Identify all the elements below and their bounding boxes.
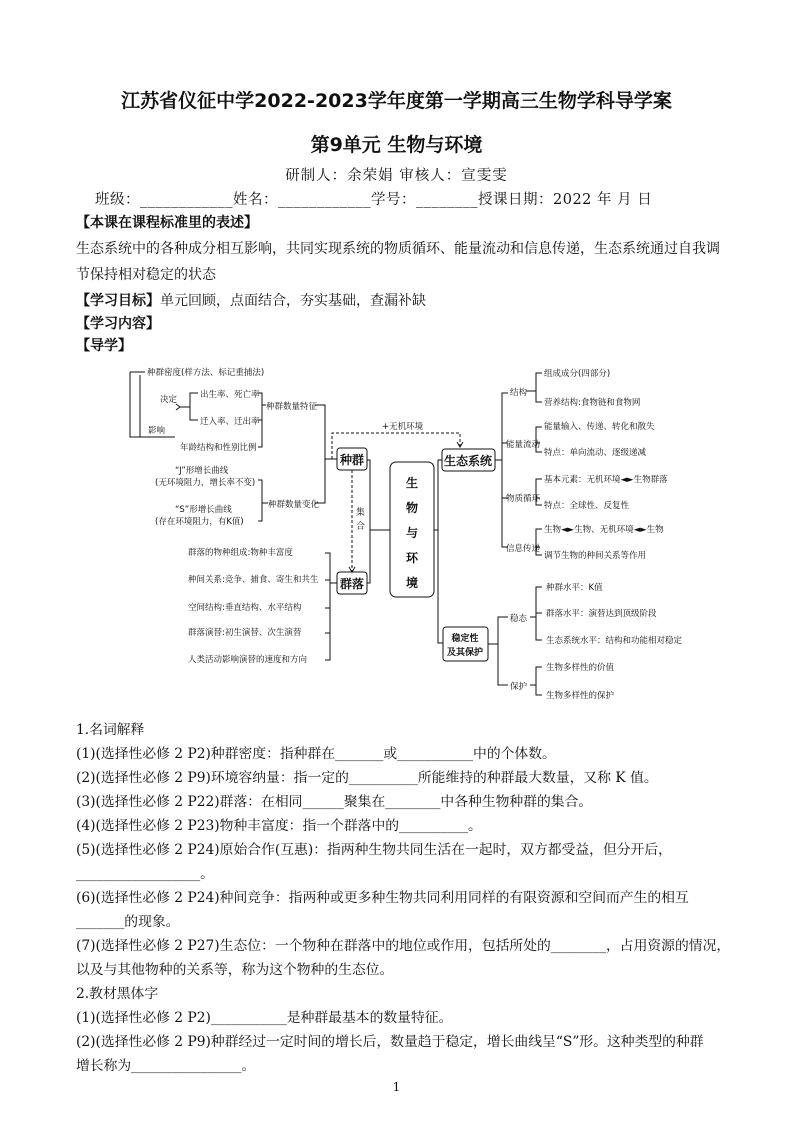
s-curve-label: “S”形增长曲线 [175,505,232,515]
stability-label: 及其保护 [446,648,484,658]
j-curve-note: (无环境阻力，增长率不变) [155,478,256,488]
section1-item: (3)(选择性必修 2 P22)群落：在相同______聚集在________中各种生物种群的集合。 [76,794,593,810]
population-label: 种群 [339,453,365,467]
unit-title: 第9单元 生物与环境 [310,134,483,156]
gather-char: 集 [356,508,366,518]
section2-heading: 2.教材黑体字 [76,986,159,1002]
section1-item: (7)(选择性必修 2 P27)生态位：一个物种在群落中的地位或作用，包括所处的________，占用资源的情况， [76,938,731,954]
pop-density-label: 种群密度(样方法、标记重捕法) [147,368,265,378]
section1-heading: 1.名词解释 [76,722,145,738]
ecosystem-label: 生态系统 [443,454,493,468]
section1-item: (2)(选择性必修 2 P9)环境容纳量：指一定的__________所能维持的种群最大数量，又称 K 值。 [76,770,658,786]
comm-item: 群落的物种组成:物种丰富度 [188,548,293,558]
section2-item: 增长称为________________。 [76,1058,256,1074]
section1-item: 以及与其他物种的关系等，称为这个物种的生态位。 [76,962,394,978]
gather-char: 合 [356,522,366,532]
authors-line: 研制人：余荣娟 审核人：宣雯雯 [285,168,508,184]
energy-item: 能量输入、传递、转化和散失 [544,422,655,432]
comm-item: 群落演替:初生演替、次生演替 [188,628,302,638]
standard-text-1: 生态系统中的各种成分相互影响，共同实现系统的物质循环、能量流动和信息传递，生态系统通过自我调 [76,241,720,257]
section1-item: __________________。 [76,866,214,882]
decide-label: 决定 [160,395,178,405]
comm-item: 人类活动影响演替的速度和方向 [188,655,308,665]
section1-item: (5)(选择性必修 2 P24)原始合作(互惠)：指两种生物共同生活在一起时，双方都受益，但分开后， [76,842,672,858]
goal-line: 【学习目标】单元回顾，点面结合，夯实基础，查漏补缺 [76,293,426,309]
struct-item: 营养结构:食物链和食物网 [544,398,641,408]
center-char: 与 [405,526,419,540]
material-item: 基本元素：无机环境◄►生物群落 [544,475,668,485]
influence-label: 影响 [148,426,166,436]
pop-change-label: 种群数量变化 [268,500,320,510]
struct-item: 组成成分(四部分) [544,369,611,379]
document-title: 江苏省仪征中学2022-2023学年度第一学期高三生物学科导学案 [121,90,672,112]
information-label: 信息传递 [506,544,541,554]
energy-item: 特点：单向流动、逐级递减 [544,448,647,458]
steady-item: 生态系统水平：结构和功能相对稳定 [546,636,683,646]
center-char: 境 [405,576,419,590]
migration-label: 迁入率、迁出率 [200,417,260,427]
energy-label: 能量流动 [506,440,541,450]
section2-item: (1)(选择性必修 2 P2)___________是种群最基本的数量特征。 [76,1010,453,1026]
material-label: 物质循环 [506,494,541,504]
standard-text-2: 节保持相对稳定的状态 [76,267,216,283]
section1-item: _______的现象。 [76,914,180,930]
community-label: 群落 [339,577,365,591]
standard-heading: 【本课在课程标准里的表述】 [76,215,258,231]
content-heading: 【学习内容】 [76,316,160,332]
page-number: 1 [392,1080,401,1094]
mind-map [120,355,700,705]
age-label: 年龄结构和性别比例 [180,443,257,453]
comm-item: 空间结构:垂直结构、水平结构 [188,603,302,613]
pop-features-label: 种群数量特征 [266,402,318,412]
birth-label: 出生率、死亡率 [200,390,260,400]
material-item: 特点：全球性、反复性 [544,501,630,511]
info-item: 调节生物的种间关系等作用 [544,551,647,561]
stability-label: 稳定性 [451,634,479,644]
j-curve-label: “J”形增长曲线 [175,466,229,476]
s-curve-note: (存在环境阻力，有K值) [155,517,244,527]
section2-item: (2)(选择性必修 2 P9)种群经过一定时间的增长后，数量趋于稳定，增长曲线呈“S”形。这种类型的种群 [76,1034,704,1050]
structure-label: 结构 [510,388,528,398]
student-info-line: 班级：____________姓名：____________学号：________授课日期：2022 年 月 日 [95,192,653,208]
protect-item: 生物多样性的保护 [546,691,615,701]
guide-heading: 【导学】 [76,338,132,354]
steady-item: 群落水平：演替达到顶级阶段 [546,609,657,619]
section1-item: (4)(选择性必修 2 P23)物种丰富度：指一个群落中的__________。 [76,818,482,834]
section1-item: (1)(选择性必修 2 P2)种群密度：指种群在_______或___________中的个体数。 [76,746,556,762]
abiotic-label: +无机环境 [382,422,424,432]
protect-item: 生物多样性的价值 [546,663,615,673]
center-char: 生 [405,476,419,490]
steady-label: 稳态 [510,614,528,624]
info-item: 生物◄►生物、无机环境◄►生物 [544,525,664,535]
section1-item: (6)(选择性必修 2 P24)种间竞争：指两种或更多种生物共同利用同样的有限资源和空间而产生的相互 [76,890,689,906]
protect-label: 保护 [510,682,528,692]
comm-item: 种间关系:竞争、捕食、寄生和共生 [188,575,319,585]
steady-item: 种群水平：K值 [546,583,603,593]
center-char: 环 [405,551,419,565]
center-char: 物 [405,501,419,515]
